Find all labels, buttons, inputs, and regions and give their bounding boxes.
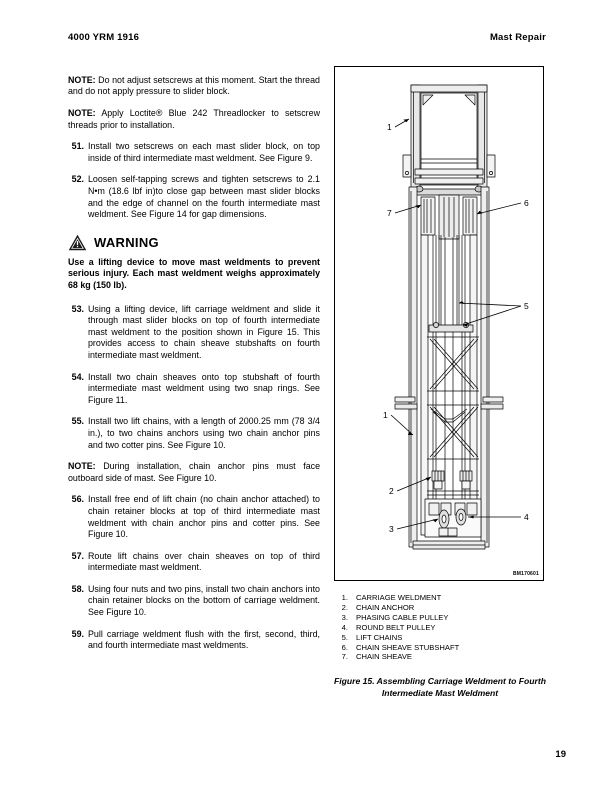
step-text: Using four nuts and two pins, install two chain anchors into chain retainer blocks on the bottom of carriage weldment. See Figure 10. bbox=[88, 583, 320, 618]
legend-item-number: 5. bbox=[341, 632, 348, 642]
step-number: 53. bbox=[71, 303, 84, 314]
figure-callout-5: 5 bbox=[524, 301, 529, 311]
figure-legend bbox=[334, 593, 546, 662]
mast-assembly-drawing bbox=[335, 67, 543, 580]
legend-item bbox=[334, 603, 546, 613]
step-number: 58. bbox=[71, 583, 84, 594]
legend-item-label: LIFT CHAINS bbox=[356, 632, 403, 642]
page-header bbox=[68, 32, 546, 43]
procedure-step bbox=[68, 551, 320, 574]
figure-caption: Figure 15. Assembling Carriage Weldment to Fourth Intermediate Mast Weldment bbox=[334, 676, 547, 698]
step-text: Loosen self-tapping screws and tighten setscrews to 2.1 N•m (18.6 lbf in)to close gap between mast slider blocks and the edge of channel on the fourth intermediate mast weldment. See Figure 14 for gap dimensions. bbox=[88, 174, 320, 220]
figure-image-code: BM170601 bbox=[512, 571, 539, 577]
step-number: 52. bbox=[71, 174, 84, 185]
figure-image bbox=[334, 66, 544, 581]
warning-triangle-icon bbox=[68, 234, 87, 251]
step-number: 51. bbox=[71, 141, 84, 152]
figure-callout-1-bottom: 1 bbox=[383, 410, 388, 420]
legend-item-label: CARRIAGE WELDMENT bbox=[356, 593, 442, 602]
legend-item bbox=[334, 623, 546, 633]
figure-callout-6: 6 bbox=[524, 198, 529, 208]
legend-item-number: 1. bbox=[341, 593, 348, 602]
procedure-step bbox=[68, 304, 320, 362]
procedure-step bbox=[68, 141, 320, 164]
step-number: 57. bbox=[71, 550, 84, 561]
legend-item bbox=[334, 593, 546, 603]
figure-callout-4: 4 bbox=[524, 512, 529, 522]
legend-item-number: 2. bbox=[341, 602, 348, 612]
warning-block bbox=[68, 234, 320, 292]
note-label: NOTE: bbox=[68, 108, 96, 119]
legend-item-number: 7. bbox=[341, 652, 348, 662]
legend-item bbox=[334, 613, 546, 623]
figure-callout-2: 2 bbox=[389, 486, 394, 496]
step-number: 55. bbox=[71, 416, 84, 427]
header-document-number: 4000 YRM 1916 bbox=[68, 32, 140, 43]
step-text: Install free end of lift chain (no chain anchor attached) to chain retainer blocks at top of third intermediate mast weldment with chain anchor pins and cotter pins. See Figure 10. bbox=[88, 494, 320, 540]
figure-callout-7: 7 bbox=[387, 208, 392, 218]
procedure-step bbox=[68, 629, 320, 652]
note-block bbox=[68, 75, 320, 98]
legend-item bbox=[334, 643, 546, 653]
right-figure-column bbox=[334, 66, 546, 699]
procedure-step bbox=[68, 174, 320, 220]
page-number: 19 bbox=[555, 749, 566, 760]
legend-item-label: CHAIN ANCHOR bbox=[356, 602, 415, 612]
step-text: Pull carriage weldment flush with the first, second, third, and fourth intermediate mast weldments. bbox=[88, 628, 320, 651]
note-block bbox=[68, 461, 320, 484]
note-label: NOTE: bbox=[68, 74, 96, 85]
legend-item-label: CHAIN SHEAVE bbox=[356, 652, 412, 662]
legend-item-number: 6. bbox=[341, 642, 348, 652]
step-text: Using a lifting device, lift carriage weldment and slide it through mast slider blocks on top of fourth intermediate mast weldment to the position shown in Figure 15. This provides access to chain sheave stubshafts on fourth intermediate mast weldment. bbox=[88, 303, 320, 360]
note-block bbox=[68, 108, 320, 131]
legend-item-number: 4. bbox=[341, 622, 348, 632]
procedure-step bbox=[68, 584, 320, 619]
legend-item bbox=[334, 633, 546, 643]
step-text: Install two chain sheaves onto top stubshaft of fourth intermediate mast weldment using two snap rings. See Figure 11. bbox=[88, 371, 320, 405]
legend-item-label: PHASING CABLE PULLEY bbox=[356, 612, 449, 622]
note-text: Do not adjust setscrews at this moment. Start the thread and do not apply pressure to slider block. bbox=[68, 74, 320, 97]
legend-item bbox=[334, 652, 546, 662]
step-text: Install two setscrews on each mast slider block, on top inside of third intermediate mast weldment. See Figure 9. bbox=[88, 141, 320, 163]
figure-callout-1-top: 1 bbox=[387, 122, 392, 132]
left-text-column bbox=[68, 66, 320, 662]
procedure-step bbox=[68, 416, 320, 451]
warning-title: WARNING bbox=[94, 234, 159, 250]
note-label: NOTE: bbox=[68, 461, 96, 472]
step-number: 56. bbox=[71, 494, 84, 505]
procedure-step bbox=[68, 494, 320, 540]
header-section-title: Mast Repair bbox=[489, 32, 546, 43]
step-number: 59. bbox=[71, 628, 84, 639]
step-text: Install two lift chains, with a length of 2000.25 mm (78 3/4 in.), to two chains anchors using two chain anchor pins and two cotter pins. See Figure 10. bbox=[88, 416, 320, 450]
step-number: 54. bbox=[71, 371, 84, 382]
note-text: Apply Loctite® Blue 242 Threadlocker to setscrew threads prior to installation. bbox=[68, 108, 320, 130]
step-text: Route lift chains over chain sheaves on top of third intermediate mast weldment. bbox=[88, 550, 320, 573]
warning-text: Use a lifting device to move mast weldments to prevent serious injury. Each mast weldment weighs approximately 68 kg (150 lb). bbox=[68, 256, 320, 291]
legend-item-label: CHAIN SHEAVE STUBSHAFT bbox=[356, 642, 460, 652]
legend-item-label: ROUND BELT PULLEY bbox=[356, 622, 436, 632]
procedure-step bbox=[68, 372, 320, 407]
figure-callout-3: 3 bbox=[389, 524, 394, 534]
legend-item-number: 3. bbox=[341, 612, 348, 622]
warning-header bbox=[68, 234, 320, 251]
note-text: During installation, chain anchor pins must face outboard side of mast. See Figure 10. bbox=[68, 461, 321, 483]
